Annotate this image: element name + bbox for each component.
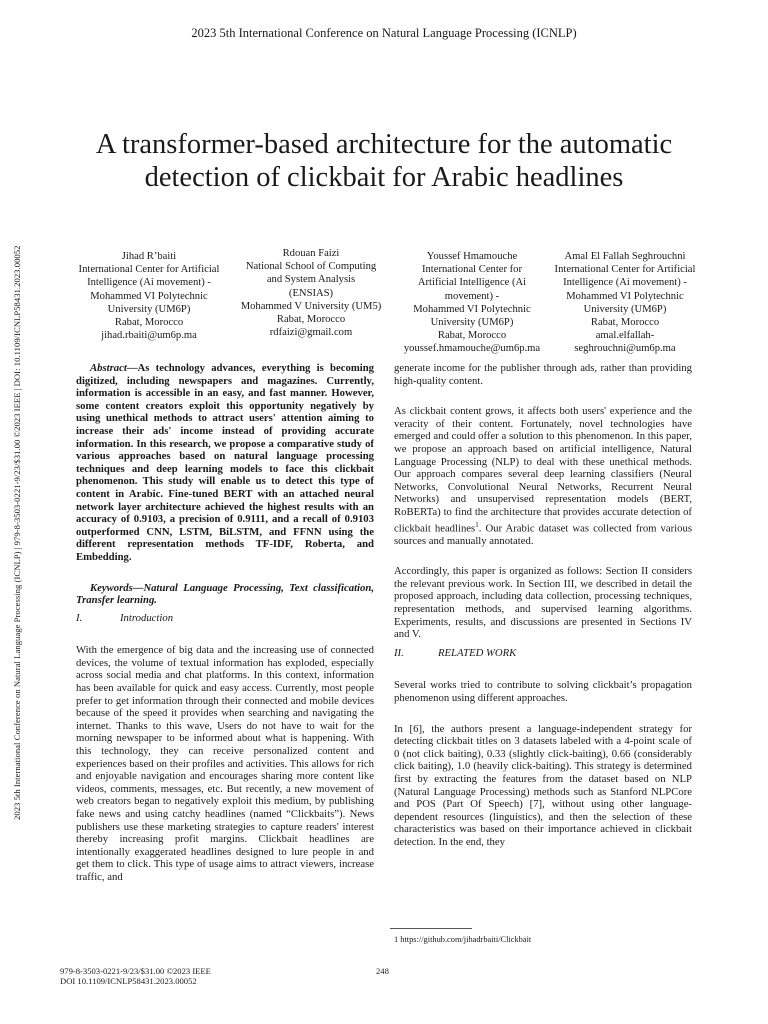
intro-paragraph-2 [394,405,692,547]
author-line: International Center for [421,264,522,276]
author-line: (ENSIAS) [288,287,334,299]
author-block-2 [222,247,400,339]
footnote-number: 1 [394,935,399,944]
author-email: amal.elfallah- [595,330,655,342]
author-email: youssef.hmamouche@um6p.ma [403,343,541,355]
related-work-paragraph: In [6], the authors present a language-independent strategy for detecting clickbait titles on 3 datasets labeled with a 4-point scale of 0 (not click baiting), 0.33 (slightly click-baiting), 0.66 (considerably click baiting), 1.0 (heavily click-baiting). This strategy is determined first by extracting the features from the dataset based on NLP (Natural Language Processing) methods such as Stanford NLPCore and POS (Part Of Speech) [7], without using other language-dependent resources (linguistics), and then the selection of these characteristics was based on their importance achieved in clickbait detection. In the end, they [394,722,692,848]
abstract-text: —As technology advances, everything is becoming digitized, including newspapers and magazines. Currently, information is accessible in an easy, and fast manner. However, some content creators exploit this opportunity negatively by using unethical methods to attract users' attention aiming to increase their ads' income instead of providing accurate information. In this research, we propose a comparative study of various approaches based on natural language processing techniques and deep learning models to face this clickbait phenomenon. This study will enable us to detect this type of content in Arabic. Fine-tuned BERT with an attached neural network layer architecture achieved the highest results with an accuracy of 0.9103, a precision of 0.9111, and a recall of 0.9103 outperformed CNN, LSTM, BiLSTM, and FFNN using the different representation methods TF-IDF, Roberta, and Embedding. [76,362,374,563]
related-work-intro: Several works tried to contribute to solving clickbait’s propagation phenomenon using different approaches. [394,679,692,705]
author-line: International Center for Artificial [554,264,696,276]
author-line: University (UM6P) [430,317,514,329]
author-email: rdfaizi@gmail.com [269,327,353,339]
right-column [394,362,692,849]
author-block-3 [383,250,561,356]
left-column [76,362,374,884]
author-line: Mohammed VI Polytechnic [566,290,684,302]
footnote-marker: 1 [475,520,479,529]
footnote-link[interactable]: https://github.com/jihadrbaiti/Clickbait [398,935,532,944]
page-number: 248 [376,966,389,976]
side-citation-note: 2023 5th International Conference on Natural Language Processing (ICNLP) | 979-8-3503-0221-9/23/$31.00 ©2023 IEEE | DOI: 10.1109/ICNLP58431.2023.00052 [12,245,22,820]
section-1-heading [76,612,374,625]
organization-paragraph: Accordingly, this paper is organized as follows: Section II considers the relevant previous work. In Section III, we described in detail the proposed approach, including data collection, processing techniques, representation methods, and supervised learning algorithms. Experiments, results, and discussions are presented in Sections IV and V. [394,565,692,641]
author-line: University (UM6P) [107,303,191,315]
author-line: Rabat, Morocco [114,317,184,329]
section-1-title: Introduction [120,611,174,624]
author-line: Mohammed VI Polytechnic [90,290,208,302]
title-line-2: detection of clickbait for Arabic headlines [144,162,624,193]
intro-paragraph-2-text: As clickbait content grows, it affects both users' experience and the veracity of their content. Fortunately, novel technologies have emerged and could offer a solution to this phenomenon. In this paper, we propose an approach based on artificial intelligence, Natural Language Processing (NLP) to deal with these unethical methods. Our approach compares several deep learning classifiers (Neural Networks, Convolutional Neural Networks, Recurrent Neural Networks) and unsupervised representation models (BERT, RoBERTa) to find the architecture that provides accurate detection of clickbait headlines [394,405,692,535]
section-1-number: I. [76,611,83,624]
intro-paragraph: With the emergence of big data and the increasing use of connected devices, the volume of textual information has exploded, especially across social media and chat platforms. In this context, information has been available for quick and easy access. Currently, most people prefer to get information through their connected and mobile devices because of the speed it provides when searching and navigating the internet. Thanks to this wave, Users do not have to wait for the morning newspaper to be informed about what is happening. With this technology, they can receive personalized content and experiences based on their profiles and activities. This allows for rich and enjoyable navigation and encourages sharing more content like videos, comments, messages, etc. But recently, a new movement of web creators began to negatively exploit this medium, by publishing fake news and using catchy headlines (named “Clickbaits”). News publishers use these marketing strategies to capture readers' interest thereby increasing profit margins. Clickbait headlines are intentionally exaggerated headlines designed to lure people in and get them to click. This type of usage aims to attract viewers, increase traffic, and [76,644,374,883]
author-line: Jihad R’baiti [121,251,177,262]
abstract [76,362,374,564]
footer-isbn: 979-8-3503-0221-9/23/$31.00 ©2023 IEEE [60,966,211,976]
author-line: Mohammed VI Polytechnic [413,303,531,315]
author-block-1 [60,250,238,342]
author-line: University (UM6P) [583,303,667,315]
author-block-4 [536,250,714,356]
keywords: Keywords—Natural Language Processing, Text classification, Transfer learning. [76,581,374,607]
intro-paragraph-2-end: . Our Arabic dataset was collected from various sources and manually annotated. [394,522,692,547]
section-2-heading [394,647,692,660]
author-line: National School of Computing [245,261,377,273]
abstract-label: Abstract [90,362,127,374]
author-line: movement) - [444,290,500,302]
intro-continued-paragraph: generate income for the publisher through ads, rather than providing high-quality content. [394,362,692,387]
author-line: Rabat, Morocco [276,314,346,326]
author-line: and System Analysis [266,274,356,286]
author-line: Amal El Fallah Seghrouchni [564,251,686,262]
author-line: Rabat, Morocco [437,330,507,342]
conference-header: 2023 5th International Conference on Natural Language Processing (ICNLP) [191,26,577,40]
author-line: International Center for Artificial [78,264,220,276]
author-line: Mohammed V University (UM5) [240,300,382,312]
paper-title [60,128,708,194]
author-line: Rabat, Morocco [590,317,660,329]
author-line: Artificial Intelligence (Ai [417,277,527,289]
author-line: Intelligence (Ai movement) - [87,277,211,289]
footnote-divider [390,928,472,929]
section-2-number: II. [394,646,404,659]
author-line: Rdouan Faizi [282,248,340,259]
footnote [394,934,692,947]
author-email: seghrouchni@um6p.ma [574,343,676,355]
title-line-1: A transformer-based architecture for the automatic [95,129,673,160]
footer-copyright [60,966,211,987]
author-email: jihad.rbaiti@um6p.ma [101,330,197,342]
section-2-title: RELATED WORK [438,646,517,659]
author-line: Youssef Hmamouche [426,251,518,262]
footer-doi: DOI 10.1109/ICNLP58431.2023.00052 [60,976,197,987]
author-line: Intelligence (Ai movement) - [563,277,687,289]
